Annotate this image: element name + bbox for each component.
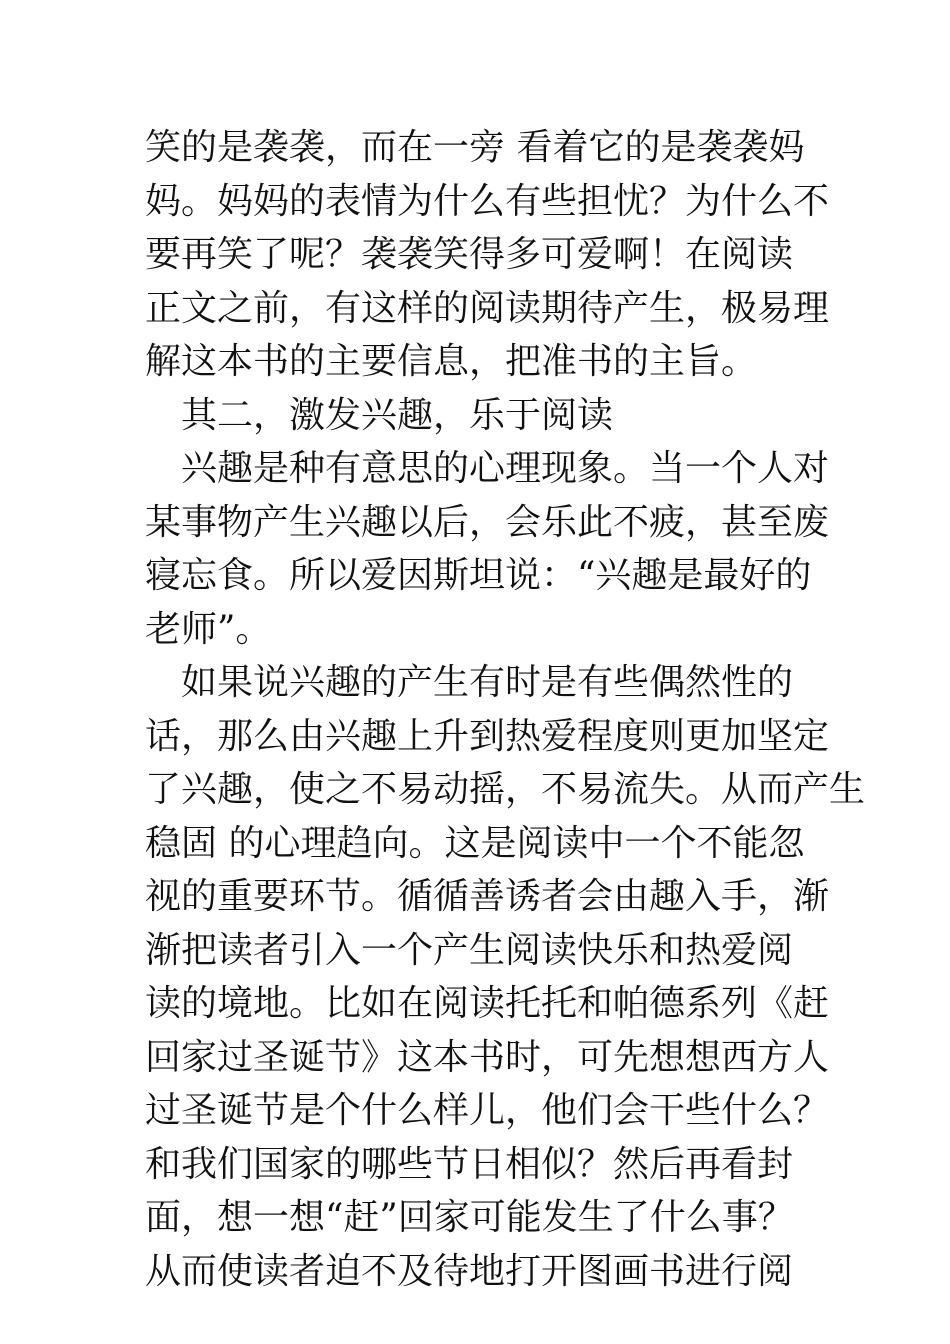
text-line: 妈。妈妈的表情为什么有些担忧？为什么不	[145, 180, 830, 222]
paragraph-start-line: 兴趣是种有意思的心理现象。当一个人对	[181, 448, 830, 489]
text-line: 寝忘食。所以爱因斯坦说：“兴趣是最好的	[145, 555, 812, 596]
text-line: 读的境地。比如在阅读托托和帕德系列《赶	[145, 983, 830, 1024]
text-line: 从而使读者迫不及待地打开图画书进行阅	[145, 1250, 794, 1292]
text-line: 渐把读者引入一个产生阅读快乐和热爱阅	[145, 929, 794, 971]
text-line: 笑的是袭袭，而在一旁 看着它的是袭袭妈	[145, 127, 805, 168]
text-line: 某事物产生兴趣以后，会乐此不疲，甚至废	[145, 501, 830, 543]
text-line: 了兴趣，使之不易动摇，不易流失。从而产生	[145, 769, 866, 810]
section-heading: 其二，激发兴趣，乐于阅读	[181, 394, 614, 436]
text-line: 过圣诞节是个什么样儿，他们会干些什么？	[145, 1090, 830, 1131]
text-line: 视的重要环节。循循善诱者会由趣入手，渐	[145, 876, 830, 917]
text-line: 正文之前，有这样的阅读期待产生，极易理	[145, 287, 830, 329]
text-line: 面，想一想“赶”回家可能发生了什么事？	[145, 1197, 794, 1238]
text-line: 话，那么由兴趣上升到热爱程度则更加坚定	[145, 715, 830, 757]
paragraph-start-line: 如果说兴趣的产生有时是有些偶然性的	[181, 662, 794, 703]
body-text	[145, 121, 866, 1298]
text-line: 和我们国家的哪些节日相似？然后再看封	[145, 1143, 794, 1185]
text-line: 回家过圣诞节》这本书时，可先想想西方人	[145, 1036, 830, 1078]
text-line: 老师”。	[145, 608, 272, 650]
text-line: 要再笑了呢？袭袭笑得多可爱啊！在阅读	[145, 234, 794, 275]
text-line: 稳固 的心理趋向。这是阅读中一个不能忽	[145, 822, 805, 864]
text-line: 解这本书的主要信息，把准书的主旨。	[145, 341, 758, 382]
